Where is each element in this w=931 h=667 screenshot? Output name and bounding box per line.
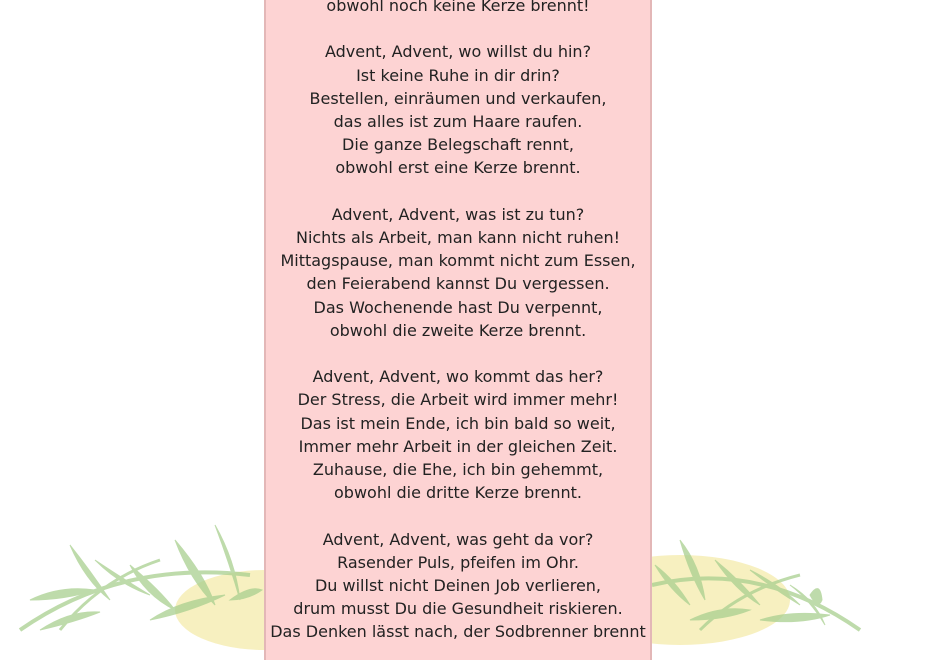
poem-line: Ist keine Ruhe in dir drin? xyxy=(356,65,560,85)
poem-line: Zuhause, die Ehe, ich bin gehemmt, xyxy=(312,460,604,480)
poem-line: obwohl die dritte Kerze brennt. xyxy=(334,483,582,503)
poem-stanza xyxy=(264,203,652,342)
poem-line: drum musst Du die Gesundheit riskieren. xyxy=(293,599,623,619)
poem-line: Das ist mein Ende, ich bin bald so weit, xyxy=(300,413,616,433)
poem-line: Immer mehr Arbeit in der gleichen Zeit. xyxy=(298,436,618,456)
poem-line: Das Denken lässt nach, der Sodbrenner brennt xyxy=(270,622,646,642)
poem-line: das alles ist zum Haare raufen. xyxy=(333,112,583,131)
poem-line: obwohl die zweite Kerze brennt. xyxy=(329,320,587,340)
poem-line: Die ganze Belegschaft rennt, xyxy=(342,135,574,155)
poem-line: Du willst nicht Deinen Job verlieren, xyxy=(314,576,602,596)
poem-text xyxy=(264,0,652,667)
poem-line: Advent, Advent, wo willst du hin? xyxy=(324,42,592,62)
poem-line: Mittagspause, man kommt nicht zum Essen, xyxy=(280,251,636,271)
poem-line: Das Wochenende hast Du verpennt, xyxy=(313,297,603,317)
poem-line: Advent, Advent, wo kommt das her? xyxy=(312,367,604,387)
poem-stanza xyxy=(264,528,652,644)
poem-stanza xyxy=(264,40,652,179)
poem-line: obwohl noch keine Kerze brennt! xyxy=(326,0,590,15)
poem-line: den Feierabend kannst Du vergessen. xyxy=(306,274,610,294)
poem-line: Bestellen, einräumen und verkaufen, xyxy=(309,88,607,108)
poem-line: Advent, Advent, was geht da vor? xyxy=(322,529,594,549)
poem-line: obwohl erst eine Kerze brennt. xyxy=(335,158,581,178)
poem-line: Der Stress, die Arbeit wird immer mehr! xyxy=(297,390,619,410)
poem-line: Advent, Advent, was ist zu tun? xyxy=(331,204,585,224)
poem-line: Nichts als Arbeit, man kann nicht ruhen! xyxy=(295,228,621,247)
poem-stanza xyxy=(264,0,652,17)
poem-line: Rasender Puls, pfeifen im Ohr. xyxy=(337,552,579,572)
poem-stanza xyxy=(264,365,652,504)
